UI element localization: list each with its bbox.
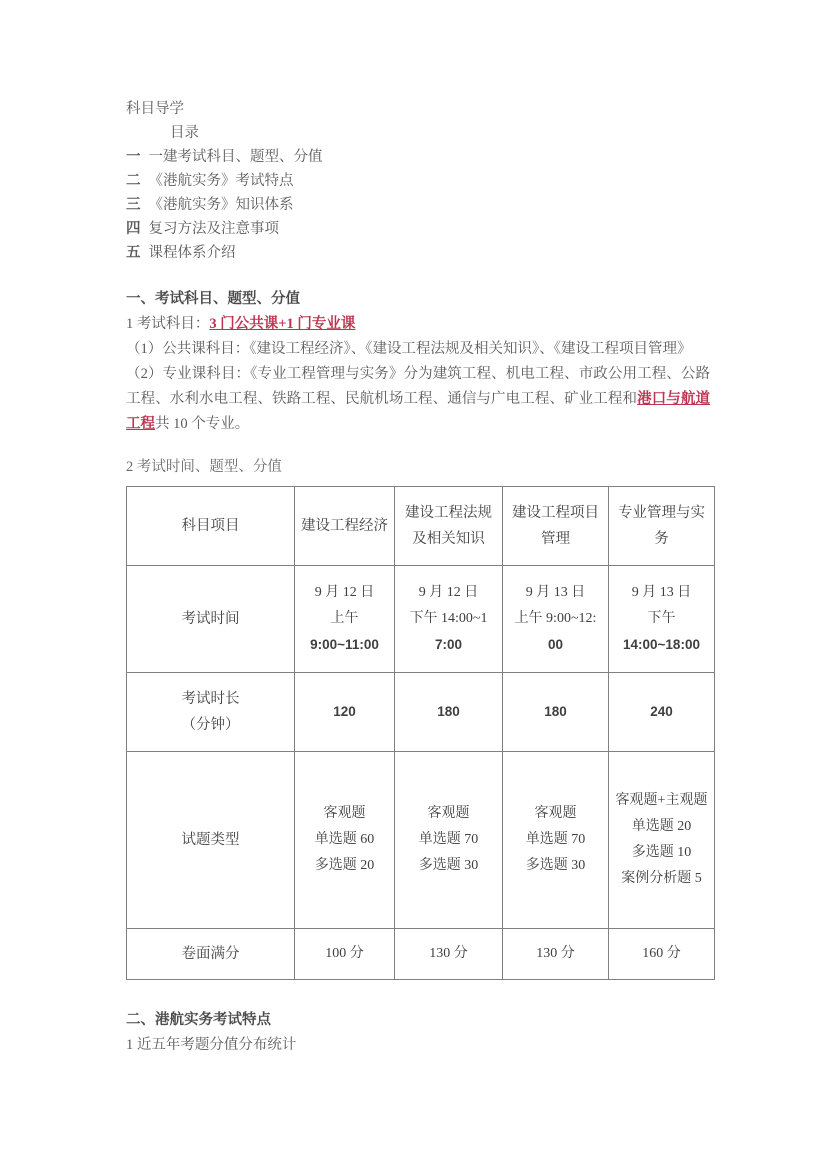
section1-para2-highlight: 港口与航道工程 <box>126 391 711 432</box>
table-header-cell-4: 专业管理与实务 <box>609 487 715 566</box>
toc-item-4-label: 复习方法及注意事项 <box>148 221 279 237</box>
section1-heading: 一、考试科目、题型、分值 <box>126 291 300 307</box>
cell-exam-time-2: 9 月 12 日 下午 14:00~1 7:00 <box>395 566 503 673</box>
cell-full-marks-1: 100 分 <box>295 929 395 980</box>
cell-full-marks-3: 130 分 <box>503 929 609 980</box>
toc-item-3-number: 三 <box>126 197 141 213</box>
toc-item-2-number: 二 <box>126 173 141 189</box>
section1-item1-prefix: 1 考试科目： <box>126 316 210 332</box>
cell-exam-time-4: 9 月 13 日 下午 14:00~18:00 <box>609 566 715 673</box>
cell-question-types-3: 客观题 单选题 70 多选题 30 <box>503 752 609 929</box>
toc-item-5-label: 课程体系介绍 <box>148 245 236 261</box>
exam-schedule-table <box>126 486 715 980</box>
cell-duration-4: 240 <box>609 673 715 752</box>
section1-item1 <box>126 312 710 337</box>
cell-question-types-1: 客观题 单选题 60 多选题 20 <box>295 752 395 929</box>
section2-heading: 二、港航实务考试特点 <box>126 1012 271 1028</box>
section1-para1: （1）公共课科目：《建设工程经济》、《建设工程法规及相关知识》、《建设工程项目管理》 <box>126 341 692 357</box>
table-row-question-types <box>127 752 715 929</box>
toc-item-2 <box>126 169 710 193</box>
toc-item-2-label: 《港航实务》考试特点 <box>148 173 294 189</box>
toc-item-4-number: 四 <box>126 221 141 237</box>
table-header-cell-0: 科目项目 <box>127 487 295 566</box>
row-label-full-marks: 卷面满分 <box>127 929 295 980</box>
spacer-1 <box>126 265 710 287</box>
section1-item1-highlight: 3 门公共课+1 门专业课 <box>209 316 356 332</box>
cell-exam-time-1: 9 月 12 日 上午 9:00~11:00 <box>295 566 395 673</box>
cell-question-types-2: 客观题 单选题 70 多选题 30 <box>395 752 503 929</box>
table-row-duration <box>127 673 715 752</box>
section2-item1: 1 近五年考题分值分布统计 <box>126 1037 297 1053</box>
cell-duration-2: 180 <box>395 673 503 752</box>
section1-para2 <box>126 362 710 437</box>
toc-item-3 <box>126 193 710 217</box>
cell-question-types-4: 客观题+主观题 单选题 20 多选题 10 案例分析题 5 <box>609 752 715 929</box>
spacer-3 <box>126 980 710 1008</box>
toc-item-1 <box>126 145 710 169</box>
row-label-question-types: 试题类型 <box>127 752 295 929</box>
spacer-2 <box>126 437 710 455</box>
row-label-exam-time: 考试时间 <box>127 566 295 673</box>
cell-duration-1: 120 <box>295 673 395 752</box>
toc-item-1-label: 一建考试科目、题型、分值 <box>148 149 323 165</box>
table-header-cell-1: 建设工程经济 <box>295 487 395 566</box>
toc-item-5 <box>126 241 710 265</box>
table-header-cell-3: 建设工程项目管理 <box>503 487 609 566</box>
cell-full-marks-4: 160 分 <box>609 929 715 980</box>
toc-item-4 <box>126 217 710 241</box>
section1-para2-before: （2）专业课科目：《专业工程管理与实务》分为建筑工程、机电工程、市政公用工程、公路工程、水利水电工程、铁路工程、民航机场工程、通信与广电工程、矿业工程和 <box>126 366 710 407</box>
row-label-duration: 考试时长 （分钟） <box>127 673 295 752</box>
section1-para2-after: 共 10 个专业。 <box>155 416 250 432</box>
toc-item-5-number: 五 <box>126 245 141 261</box>
table-header-row <box>127 487 715 566</box>
cell-duration-3: 180 <box>503 673 609 752</box>
toc-item-3-label: 《港航实务》知识体系 <box>148 197 294 213</box>
table-caption: 2 考试时间、题型、分值 <box>126 459 282 475</box>
document-title: 科目导学 <box>126 101 184 117</box>
toc-heading: 目录 <box>170 125 199 141</box>
cell-full-marks-2: 130 分 <box>395 929 503 980</box>
table-row-exam-time <box>127 566 715 673</box>
table-header-cell-2: 建设工程法规及相关知识 <box>395 487 503 566</box>
table-row-full-marks <box>127 929 715 980</box>
toc-item-1-number: 一 <box>126 149 141 165</box>
cell-exam-time-3: 9 月 13 日 上午 9:00~12: 00 <box>503 566 609 673</box>
